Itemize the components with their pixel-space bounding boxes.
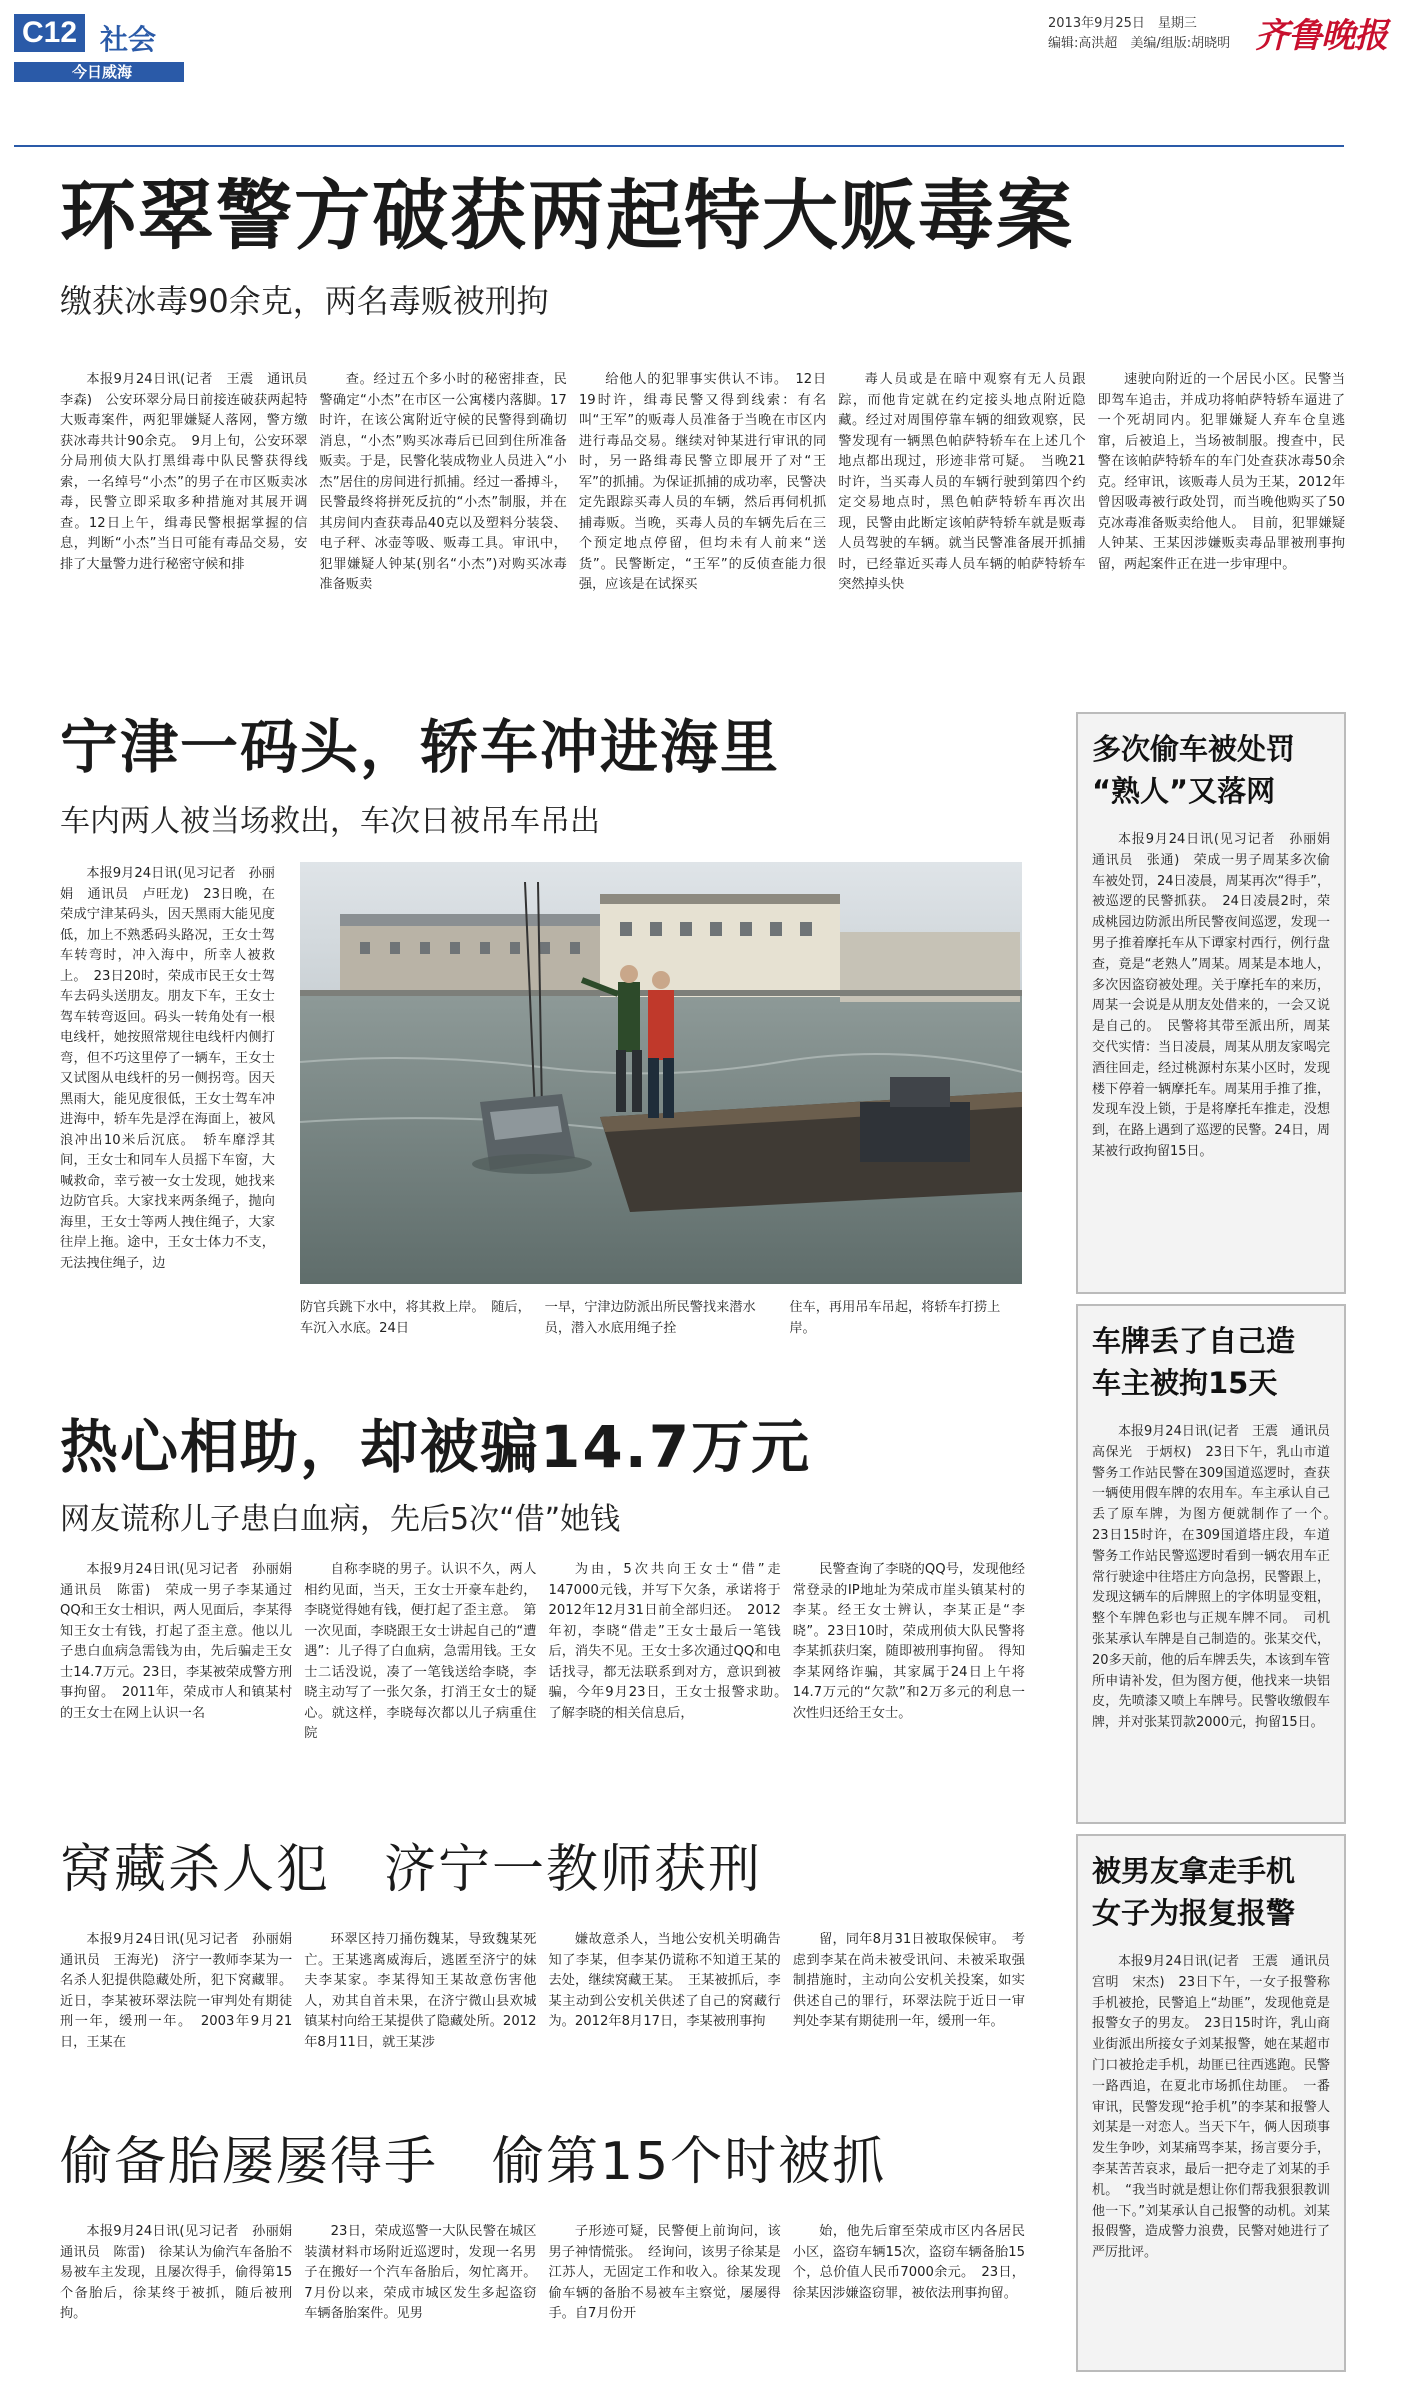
side1-title-line2: “熟人”又落网 [1092, 774, 1276, 808]
editors: 编辑:高洪超 美编/组版:胡晓明 [1048, 36, 1231, 51]
article4-body [60, 1930, 1025, 2053]
article5-col4: 始，他先后窜至荣成市区内各居民小区，盗窃车辆15次，盗窃车辆备胎15个，总价值人民币7000余元。 23日，徐某因涉嫌盗窃罪，被依法刑事拘留。 [792, 2224, 1025, 2301]
side3-title-line1: 被男友拿走手机 [1092, 1854, 1296, 1888]
photo-caption-row [300, 1298, 1022, 1339]
article2-subtitle: 车内两人被当场救出，车次日被吊车吊出 [60, 804, 600, 839]
band-label: 今日威海 [72, 63, 133, 81]
side2-title-line2: 车主被拘15天 [1092, 1366, 1278, 1400]
article3-col1: 本报9月24日讯(见习记者 孙丽娟 通讯员 陈雷) 荣成一男子李某通过QQ和王女士相识，两人见面后，李某得知王女士有钱，打起了歪主意。他以儿子患白血病急需钱为由，先后骗走王女士14.7万元。23日，李某被荣成警方刑事拘留。 2011年，荣成市人和镇某村的王女士在网上认识一名 [60, 1562, 306, 1721]
newspaper-logo: 齐鲁晚报 [1255, 16, 1387, 56]
article3-col3: 为由，5次共向王女士“借”走147000元钱，并写下欠条，承诺将于2012年12月31日前全部归还。 2012年初，李晓“借走”王女士最后一笔钱后，消失不见。王女士多次通过QQ和电话找寻，都无法联系到对方，意识到被骗，今年9月23日，王女士报警求助。 了解李晓的相关信息后， [548, 1562, 794, 1721]
header-meta [1048, 14, 1230, 54]
photo-harbor-car-rescue [300, 862, 1022, 1284]
article1-col5: 速驶向附近的一个居民小区。民警当即驾车追击，并成功将帕萨特轿车逼进了一个死胡同内。犯罪嫌疑人弃车仓皇逃窜，后被追上，当场被制服。搜查中，民警在该帕萨特轿车的车门处查获冰毒50余克。经审讯，该贩毒人员为王某，2012年曾因吸毒被行政处罚，而当晚他购买了50克冰毒准备贩卖给他人。 目前，犯罪嫌疑人钟某、王某因涉嫌贩卖毒品罪被刑事拘留，两起案件正在进一步审理中。 [1097, 372, 1346, 572]
page-number: C12 [14, 14, 85, 52]
article2-col1: 本报9月24日讯(见习记者 孙丽娟 通讯员 卢旺龙) 23日晚，在荣成宁津某码头，因天黑雨大能见度低，加上不熟悉码头路况，王女士驾车转弯时，冲入海中，所幸人被救上。 23日20时，荣成市民王女士驾车去码头送朋友。朋友下车，王女士驾车转弯返回。码头一转角处有一根电线杆，她按照常规往电线杆内侧打弯，但不巧这里停了一辆车，王女士又试图从电线杆的另一侧拐弯。因天黑雨大，能见度很低，王女士驾车冲进海中，轿车先是浮在海面上，被风浪冲出10米后沉底。 轿车靡浮其间，王女士和同车人员摇下车窗，大喊救命，幸亏被一女士发现，她找来边防官兵。大家找来两条绳子，抛向海里，王女士等两人拽住绳子，大家往岸上拖。途中，王女士体力不支，无法拽住绳子，边 [60, 866, 275, 1271]
side1-text: 本报9月24日讯(见习记者 孙丽娟 通讯员 张通) 荣成一男子周某多次偷车被处罚，24日凌晨，周某再次“得手”，被巡逻的民警抓获。 24日凌晨2时，荣成桃园边防派出所民警夜间巡逻，发现一男子推着摩托车从下谭家村西行，例行盘查，竟是“老熟人”周某。周某是本地人，多次因盗窃被处理。关于摩托车的来历，周某一会说是从朋友处借来的，一会又说是自己的。 民警将其带至派出所，周某交代实情：当日凌晨，周某从朋友家喝完酒往回走，经过桃源村东某小区时，发现楼下停着一辆摩托车。周某用手推了推，发现车没上锁，于是将摩托车推走，没想到，在路上遇到了巡逻的民警。24日，周某被行政拘留15日。 [1092, 832, 1344, 1159]
article4-col1: 本报9月24日讯(见习记者 孙丽娟 通讯员 王海光) 济宁一教师李某为一名杀人犯提供隐藏处所，犯下窝藏罪。近日，李某被环翠法院一审判处有期徒刑一年，缓刑一年。 2003年9月21日，王某在 [60, 1932, 306, 2050]
photo-caption-3: 住车，再用吊车吊起，将轿车打捞上岸。 [789, 1300, 1001, 1336]
article1-body [60, 370, 1345, 640]
article3-body [60, 1560, 1025, 1745]
photo-caption-2: 一早，宁津边防派出所民警找来潜水员，潜入水底用绳子拴 [544, 1300, 756, 1336]
sidebar-story-2 [1076, 1304, 1346, 1824]
side3-title-line2: 女子为报复报警 [1092, 1896, 1296, 1930]
section-band [14, 62, 184, 82]
article5-col2: 23日，荣成巡警一大队民警在城区装潢材料市场附近巡逻时，发现一名男子在搬好一个汽车备胎后，匆忙离开。7月份以来，荣成市城区发生多起盗窃车辆备胎案件。见男 [304, 2224, 537, 2321]
article5-col3: 子形迹可疑，民警便上前询问，该男子神情慌张。 经询问，该男子徐某是江苏人，无固定工作和收入。徐某发现偷车辆的备胎不易被车主察觉，屡屡得手。自7月份开 [548, 2224, 781, 2321]
article1-subtitle: 缴获冰毒90余克，两名毒贩被刑拘 [60, 282, 549, 320]
side1-title-line1: 多次偷车被处罚 [1092, 732, 1296, 766]
side2-text: 本报9月24日讯(记者 王震 通讯员 高保光 于炳权) 23日下午，乳山市道警务工作站民警在309国道巡逻时，查获一辆使用假车牌的农用车。车主承认自己丢了原车牌，为图方便就制作了一个。 23日15时许，在309国道塔庄段，车道警务工作站民警巡逻时看到一辆农用车正常行驶途中往塔庄方向急拐，民警跟上，发现这辆车的后牌照上的字体明显变粗，整个车牌色彩也与正规车牌不同。 司机张某承认车牌是自己制造的。张某交代，20多天前，他的后车牌丢失，本该到车管所申请补发，但为图方便，他找来一块铝皮，先喷漆又喷上车牌号。民警收缴假车牌，并对张某罚款2000元，拘留15日。 [1092, 1424, 1344, 1731]
article2-title: 宁津一码头，轿车冲进海里 [60, 713, 781, 781]
article1-col4: 毒人员或是在暗中观察有无人员跟踪，而他肯定就在约定接头地点附近隐藏。经过对周围停靠车辆的细致观察，民警发现有一辆黑色帕萨特轿车在上述几个地点都出现过，形迹非常可疑。 当晚21时许，当买毒人员的车辆行驶到第四个约定交易地点时，黑色帕萨特轿车再次出现，民警由此断定该帕萨特轿车就是贩毒人员驾驶的车辆。就当民警准备展开抓捕时，已经靠近买毒人员车辆的帕萨特轿车突然掉头快 [838, 372, 1086, 592]
article1-col1: 本报9月24日讯(记者 王震 通讯员 李森) 公安环翠分局日前接连破获两起特大贩毒案件，两犯罪嫌疑人落网，警方缴获冰毒共计90余克。 9月上旬，公安环翠分局刑侦大队打黑缉毒中队民警获得线索，一名绰号“小杰”的男子在市区贩卖冰毒，民警立即采取多种措施对其展开调查。12日上午，缉毒民警根据掌握的信息，判断“小杰”当日可能有毒品交易，安排了大量警力进行秘密守候和排 [60, 372, 321, 572]
article1-col3: 给他人的犯罪事实供认不讳。 12日19时许，缉毒民警又得到线索：有名叫“王军”的贩毒人员准备于当晚在市区内进行毒品交易。继续对钟某进行审讯的同时，另一路缉毒民警立即展开了对“王军”的抓捕。为保证抓捕的成功率，民警决定先跟踪买毒人员的车辆，然后再伺机抓捕毒贩。当晚，买毒人员的车辆先后在三个预定地点停留，但均未有人前来“送货”。民警断定，“王军”的反侦查能力很强，应该是在试探买 [578, 372, 827, 592]
article3-col2: 自称李晓的男子。认识不久，两人相约见面，当天，王女士开豪车赴约，李晓觉得她有钱，便打起了歪主意。 第一次见面，李晓跟王女士讲起自己的“遭遇”：儿子得了白血病，急需用钱。王女士二话没说，凑了一笔钱送给李晓，李晓主动写了一张欠条，打消王女士的疑心。就这样，李晓每次都以儿子病重住院 [304, 1562, 537, 1741]
article1-title: 环翠警方破获两起特大贩毒案 [60, 171, 1074, 260]
article3-title: 热心相助，却被骗14.7万元 [60, 1413, 812, 1481]
section-name: 社会 [100, 23, 157, 56]
side2-title-line1: 车牌丢了自己造 [1092, 1324, 1296, 1358]
article4-title: 窝藏杀人犯 济宁一教师获刑 [60, 1840, 763, 1900]
article3-subtitle: 网友谎称儿子患白血病，先后5次“借”她钱 [60, 1502, 621, 1537]
article5-title: 偷备胎屡屡得手 偷第15个时被抓 [60, 2132, 887, 2192]
article5-col1: 本报9月24日讯(见习记者 孙丽娟 通讯员 陈雷) 徐某认为偷汽车备胎不易被车主发现，且屡次得手，偷得第15个备胎后，徐某终于被抓，随后被刑拘。 [60, 2224, 306, 2321]
article2-col1-wrap [60, 864, 275, 1364]
article4-col3: 嫌故意杀人，当地公安机关明确告知了李某，但李某仍谎称不知道王某的去处，继续窝藏王某。 王某被抓后，李某主动到公安机关供述了自己的窝藏行为。2012年8月17日，李某被刑事拘 [548, 1932, 781, 2029]
article1-col2: 查。经过五个多小时的秘密排查，民警确定“小杰”在市区一公寓楼内落脚。17时许，在该公寓附近守候的民警得到确切消息，“小杰”购买冰毒后已回到住所准备贩卖。于是，民警化装成物业人员进入“小杰”居住的房间进行抓捕。经过一番搏斗，民警最终将拼死反抗的“小杰”制服，并在其房间内查获毒品40克以及塑料分装袋、电子秤、冰壶等吸、贩毒工具。审讯中，犯罪嫌疑人钟某(别名“小杰”)对购买冰毒准备贩卖 [319, 372, 567, 592]
article5-body [60, 2222, 1025, 2372]
side3-text: 本报9月24日讯(记者 王震 通讯员 宫明 宋杰) 23日下午，一女子报警称手机被抢，民警追上“劫匪”，发现他竟是报警女子的男友。 23日15时许，乳山商业街派出所接女子刘某报警，她在某超市门口被抢走手机，劫匪已往西逃跑。民警一路西追，在夏北市场抓住劫匪。 一番审讯，民警发现“抢手机”的李某和报警人刘某是一对恋人。当天下午，俩人因琐事发生争吵，刘某痛骂李某，扬言要分手，李某苦苦哀求，最后一把夺走了刘某的手机。 “我当时就是想让你们帮我狠狠教训他一下。”刘某承认自己报警的动机。刘某报假警，造成警力浪费，民警对她进行了严厉批评。 [1092, 1954, 1344, 2261]
article3-col4: 民警查询了李晓的QQ号，发现他经常登录的IP地址为荣成市崖头镇某村的李某。经王女士辨认，李某正是“李晓”。23日10时，荣成刑侦大队民警将李某抓获归案，随即被刑事拘留。 得知李某网络诈骗，其家属于24日上午将14.7万元的“欠款”和2万多元的利息一次性归还给王女士。 [792, 1562, 1025, 1721]
photo-caption-1: 防官兵跳下水中，将其救上岸。 随后，车沉入水底。24日 [300, 1300, 531, 1336]
header-rule [14, 145, 1344, 147]
article4-col4: 留，同年8月31日被取保候审。 考虑到李某在尚未被受讯问、未被采取强制措施时，主动向公安机关投案，如实供述自己的罪行，环翠法院于近日一审判处李某有期徒刑一年，缓刑一年。 [792, 1932, 1025, 2029]
issue-date: 2013年9月25日 星期三 [1048, 16, 1197, 31]
sidebar-story-3 [1076, 1834, 1346, 2372]
article4-col2: 环翠区持刀捅伤魏某，导致魏某死亡。王某逃离威海后，逃匿至济宁的妹夫李某家。李某得知王某故意伤害他人，劝其自首未果，在济宁微山县欢城镇某村向给王某提供了隐藏处所。2012年8月11日，就王某涉 [304, 1932, 537, 2050]
sidebar-story-1 [1076, 712, 1346, 1294]
news-photo [300, 862, 1022, 1284]
